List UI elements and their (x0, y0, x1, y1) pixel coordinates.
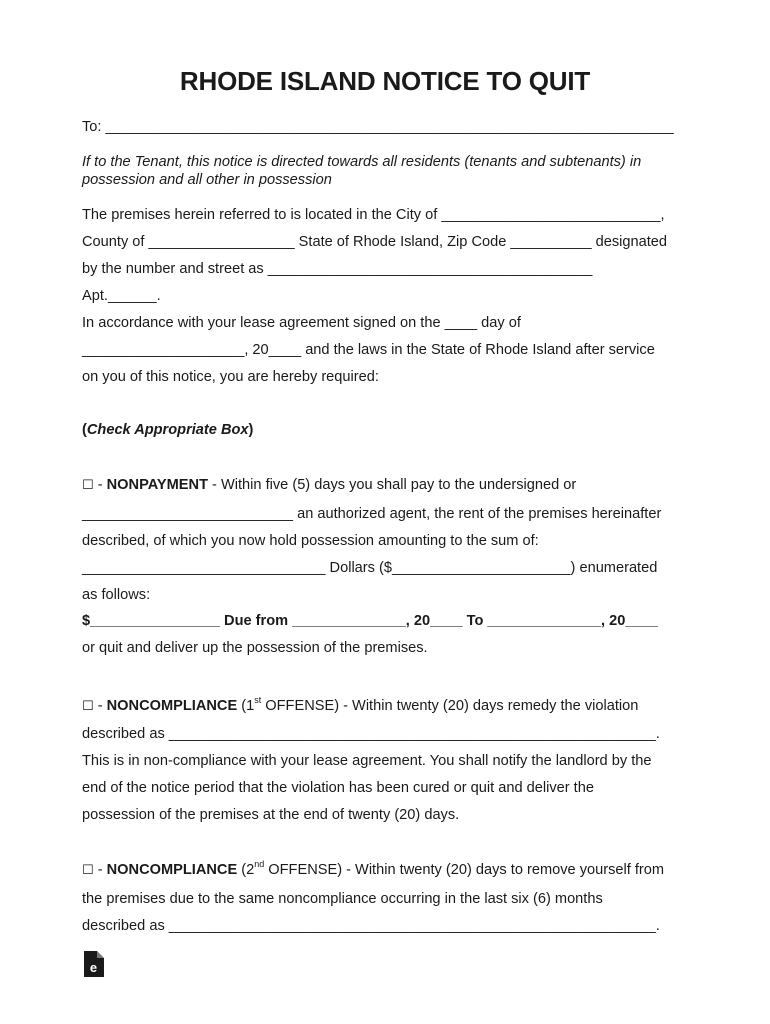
page-title: RHODE ISLAND NOTICE TO QUIT (179, 66, 591, 96)
premises-line-4: Apt.______. (82, 288, 161, 304)
tenant-note-line-2: possession and all other in possession (82, 172, 332, 188)
noncompliance-1-line-5: possession of the premises at the end of twenty (20) days. (82, 807, 460, 823)
premises-line-5: In accordance with your lease agreement signed on the ____ day of (82, 315, 521, 331)
svg-text:e: e (89, 960, 98, 975)
premises-line-7: on you of this notice, you are hereby required: (82, 369, 379, 385)
noncompliance-1-checkbox[interactable]: ☐ (82, 699, 94, 714)
premises-line-1: The premises herein referred to is located in the City of ___________________________, (82, 207, 665, 223)
noncompliance-2-checkbox[interactable]: ☐ (82, 863, 94, 878)
check-instruction: (Check Appropriate Box) (82, 422, 254, 438)
noncompliance-1-line-1: ☐ - NONCOMPLIANCE (1st OFFENSE) - Within twenty (20) days remedy the violation (82, 695, 639, 714)
noncompliance-2-line-1: ☐ - NONCOMPLIANCE (2nd OFFENSE) - Within twenty (20) days to remove yourself from (82, 859, 665, 878)
noncompliance-1-line-3: This is in non-compliance with your lease agreement. You shall notify the landlord by the (82, 753, 652, 769)
premises-line-3: by the number and street as ________________________________________ (82, 261, 593, 277)
premises-line-6: ____________________, 20____ and the laws in the State of Rhode Island after service (82, 342, 655, 358)
noncompliance-1-line-4: end of the notice period that the violation has been cured or quit and deliver the (82, 780, 594, 796)
noncompliance-1-label: NONCOMPLIANCE (106, 698, 238, 714)
nonpayment-line-5: as follows: (82, 587, 151, 603)
noncompliance-2-line-3: described as ____________________________________________________________. (82, 918, 660, 934)
noncompliance-1-line-2: described as ____________________________________________________________. (82, 726, 660, 742)
to-line: To: ______________________________________________________________________ (82, 119, 674, 135)
nonpayment-label: NONPAYMENT (106, 477, 208, 493)
noncompliance-2-line-2: the premises due to the same noncompliance occurring in the last six (6) months (82, 891, 603, 907)
nonpayment-line-3: described, of which you now hold possession amounting to the sum of: (82, 533, 539, 549)
nonpayment-line-4: ______________________________ Dollars ($______________________) enumerated (82, 560, 658, 576)
nonpayment-line-2: __________________________ an authorized agent, the rent of the premises hereinafter (82, 506, 662, 522)
eforms-logo-icon (84, 951, 104, 977)
noncompliance-2-label: NONCOMPLIANCE (106, 862, 238, 878)
nonpayment-line-7: or quit and deliver up the possession of the premises. (82, 640, 428, 656)
nonpayment-line-6: $________________ Due from ______________, 20____ To ______________, 20____ (82, 613, 658, 629)
premises-line-2: County of __________________ State of Rhode Island, Zip Code __________ designated (82, 234, 668, 250)
nonpayment-line-1: ☐ - NONPAYMENT - Within five (5) days you shall pay to the undersigned or (82, 477, 577, 493)
nonpayment-checkbox[interactable]: ☐ (82, 478, 94, 493)
tenant-note-line-1: If to the Tenant, this notice is directed towards all residents (tenants and subtenants) in (82, 154, 642, 170)
